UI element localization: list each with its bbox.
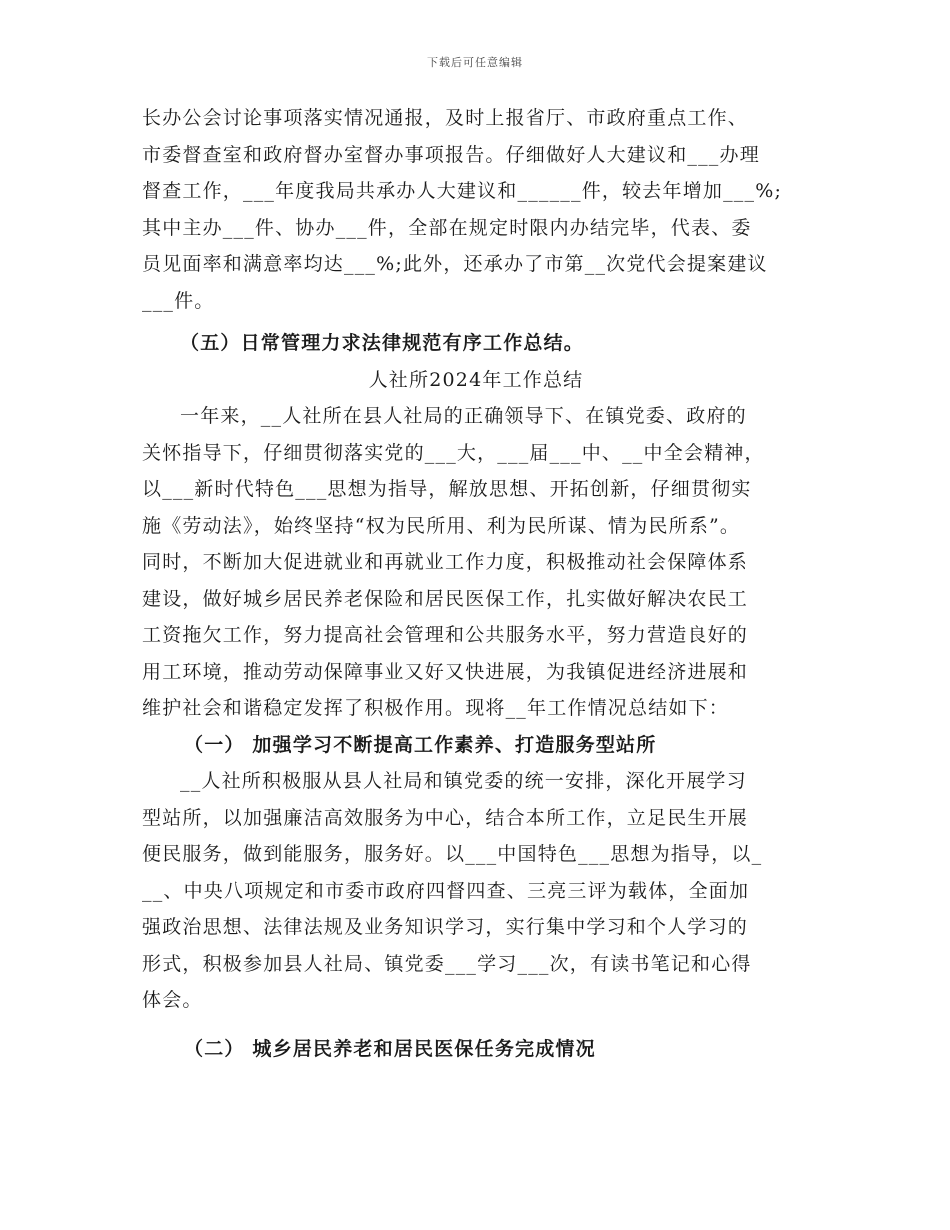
intro-line: 工资拖欠工作，努力提高社会管理和公共服务水平，努力营造良好的 (142, 624, 749, 646)
intro-line: 施《劳动法》，始终坚持“权为民所用、利为民所谋、情为民所系”。 (142, 514, 741, 537)
intro-line: 建设，做好城乡居民养老保险和居民医保工作，扎实做好解决农民工 (142, 587, 749, 610)
paragraph-line: 长办公会讨论事项落实情况通报，及时上报省厅、市政府重点工作、 (142, 107, 749, 129)
section1-line: 强政治思想、法律法规及业务知识学习，实行集中学习和个人学习的 (142, 916, 749, 938)
paragraph-line: 员见面率和满意率均达___%;此外，还承办了市第__次党代会提案建议 (142, 253, 768, 275)
document-title: 人社所2024年工作总结 (368, 368, 584, 391)
intro-line: 关怀指导下，仔细贯彻落实党的___大，___届___中、__中全会精神， (142, 441, 765, 464)
intro-line: 以___新时代特色___思想为指导，解放思想、开拓创新，仔细贯彻实 (142, 478, 752, 500)
section-heading-2: （二） 城乡居民养老和居民医保任务完成情况 (184, 1037, 596, 1060)
paragraph-line: ___件。 (142, 289, 215, 312)
section1-line: 便民服务，做到能服务，服务好。以___中国特色___思想为指导，以_ (142, 843, 763, 865)
paragraph-line: 市委督查室和政府督办室督办事项报告。仔细做好人大建议和___办理 (142, 143, 760, 166)
section-heading-5: （五）日常管理力求法律规范有序工作总结。 (180, 332, 585, 354)
section1-line: 体会。 (142, 989, 203, 1011)
section1-line: 型站所，以加强廉洁高效服务为中心，结合本所工作，立足民生开展 (142, 806, 749, 829)
document-body (142, 100, 810, 1067)
paragraph-line: 其中主办___件、协办___件，全部在规定时限内办结完毕，代表、委 (142, 216, 752, 239)
section-heading-1: （一） 加强学习不断提高工作素养、打造服务型站所 (184, 733, 657, 756)
section1-line: __、中央八项规定和市委市政府四督四查、三亮三评为载体，全面加 (142, 879, 750, 902)
section1-line: 形式，积极参加县人社局、镇党委___学习___次，有读书笔记和心得 (142, 952, 752, 975)
paragraph-line: 督查工作，___年度我局共承办人大建议和______件，较去年增加___%; (142, 180, 783, 202)
intro-line: 用工环境，推动劳动保障事业又好又快进展，为我镇促进经济进展和 (142, 660, 749, 683)
intro-line: 维护社会和谐稳定发挥了积极作用。现将__年工作情况总结如下： (142, 697, 730, 719)
section1-line: __人社所积极服从县人社局和镇党委的统一安排，深化开展学习 (180, 770, 747, 792)
intro-line: 同时，不断加大促进就业和再就业工作力度，积极推动社会保障体系 (142, 551, 749, 573)
intro-line: 一年来，__人社所在县人社局的正确领导下、在镇党委、政府的 (180, 405, 747, 427)
page-header-note: 下载后可任意编辑 (427, 56, 523, 69)
